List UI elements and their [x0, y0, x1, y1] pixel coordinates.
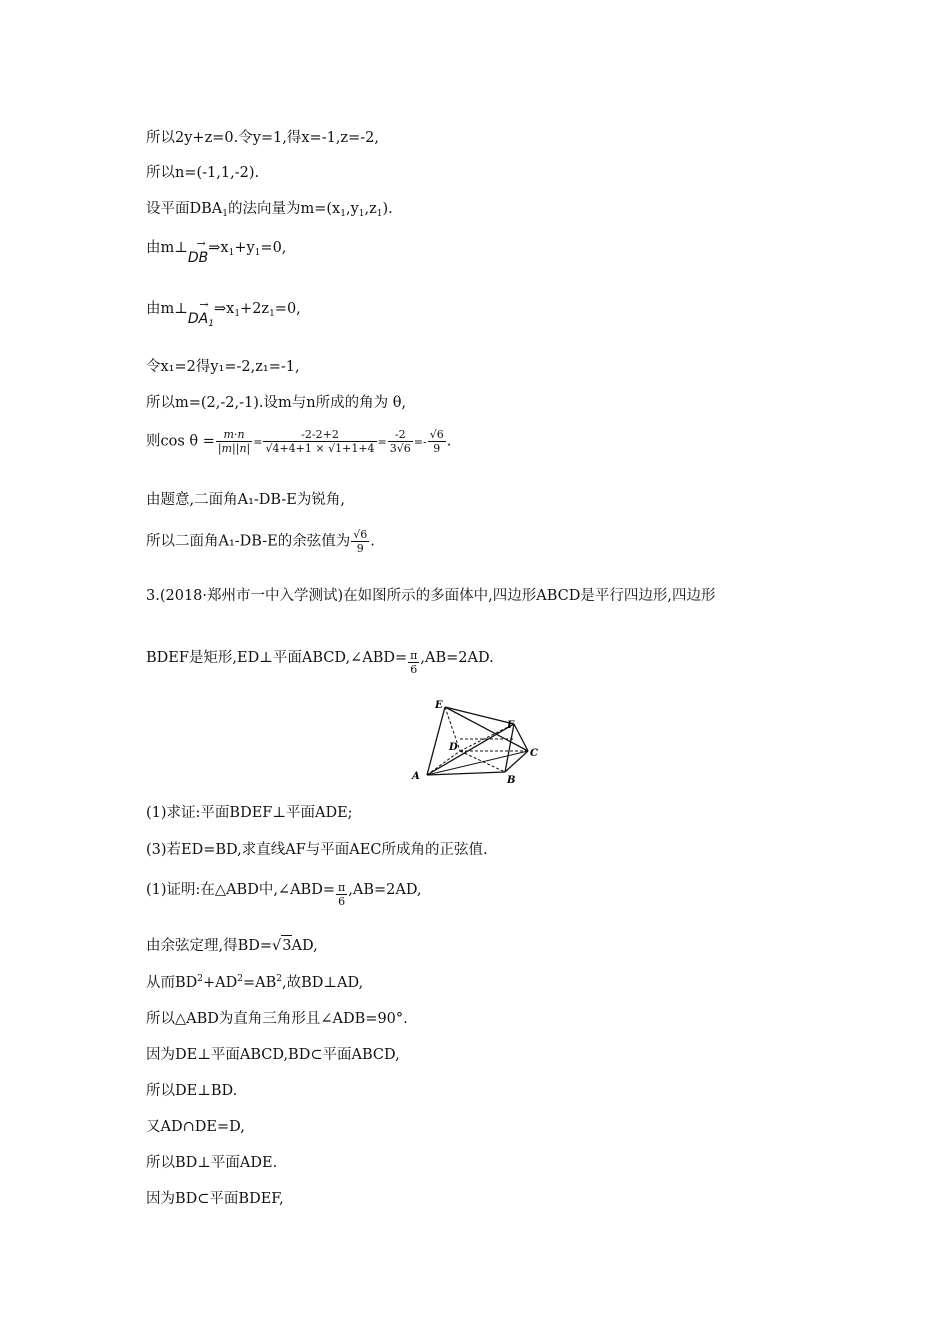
line-23: 因为BD⊂平面BDEF, — [146, 1191, 284, 1207]
fraction-answer: $\frac{√6}{9}$ — [353, 528, 368, 555]
line-6: 令x₁=2得y₁=-2,z₁=-1, — [146, 359, 300, 375]
line-9: 由题意,二面角A₁-DB-E为锐角, — [146, 492, 345, 508]
line-14: (3)若ED=BD,求直线AF与平面AEC所成角的正弦值. — [146, 842, 488, 858]
fraction-pi-6: $\frac{\pi}{6}$ — [410, 649, 418, 676]
line-20: 所以DE⊥BD. — [146, 1083, 238, 1099]
line-15: (1)证明:在△ABD中,∠ABD= $\frac{\pi}{6}$ ,AB=2AD, — [146, 881, 422, 908]
line-22: 所以BD⊥平面ADE. — [146, 1155, 278, 1171]
line-19: 因为DE⊥平面ABCD,BD⊂平面ABCD, — [146, 1047, 400, 1063]
fraction-pi-6b: $\frac{\pi}{6}$ — [338, 881, 346, 908]
polyhedron-figure — [405, 695, 550, 787]
line-17: 从而$BD^2+AD^2=AB^2$,故BD⊥AD, — [146, 974, 364, 991]
fraction-result: $\frac{√6}{9}$ — [429, 428, 444, 455]
line-2: 所以n=(-1,1,-2). — [146, 165, 260, 181]
label-B: B — [507, 775, 516, 786]
label-E: E — [435, 700, 443, 711]
line-13: (1)求证:平面BDEF⊥平面ADE; — [146, 805, 353, 821]
line-21: 又AD∩DE=D, — [146, 1119, 245, 1135]
vector-DB: → DB — [187, 237, 209, 266]
label-A: A — [412, 771, 420, 782]
line-8-cosine-formula: 则cos θ = $\frac{m\cdot n}{|m||n|}$ = $\frac{-2-2+2}{√4+4+1 \times √1+1+4}$ = $\frac{-2}{3√6}$ =- $\frac{√6}{9}$ . — [146, 428, 452, 455]
label-F: F — [507, 720, 515, 731]
line-18: 所以△ABD为直角三角形且∠ADB=90°. — [146, 1011, 408, 1027]
line-12: BDEF是矩形,ED⊥平面ABCD,∠ABD= $\frac{\pi}{6}$ ,AB=2AD. — [146, 649, 494, 676]
fraction-mn: $\frac{m\cdot n}{|m||n|}$ — [217, 428, 251, 455]
line-7: 所以m=(2,-2,-1).设m与n所成的角为 θ, — [146, 395, 407, 411]
line-1: 所以2y+z=0.令y=1,得x=-1,z=-2, — [146, 130, 379, 146]
line-16: 由余弦定理,得BD=√3AD, — [146, 935, 318, 956]
line-4: 由m⊥ → DB $\Rightarrow x_1+y_1=0$, — [146, 237, 287, 266]
fraction-simplified: $\frac{-2}{3√6}$ — [389, 428, 411, 455]
line-5: 由m⊥ → $DA_1$ $\Rightarrow x_1+2z_1=0$, — [146, 298, 301, 329]
label-C: C — [530, 748, 538, 759]
line-10: 所以二面角A₁-DB-E的余弦值为 $\frac{√6}{9}$ . — [146, 528, 375, 555]
problem-3-heading: 3.(2018·郑州市一中入学测试)在如图所示的多面体中,四边形ABCD是平行四边形,四边形 — [146, 588, 716, 604]
fraction-values: $\frac{-2-2+2}{√4+4+1 \times √1+1+4}$ — [265, 428, 375, 455]
label-D: D — [449, 742, 458, 753]
line-3: 设平面$DBA_1$的法向量为$m=(x_1,y_1,z_1)$. — [146, 201, 393, 219]
vector-DA1: → $DA_1$ — [187, 298, 214, 329]
